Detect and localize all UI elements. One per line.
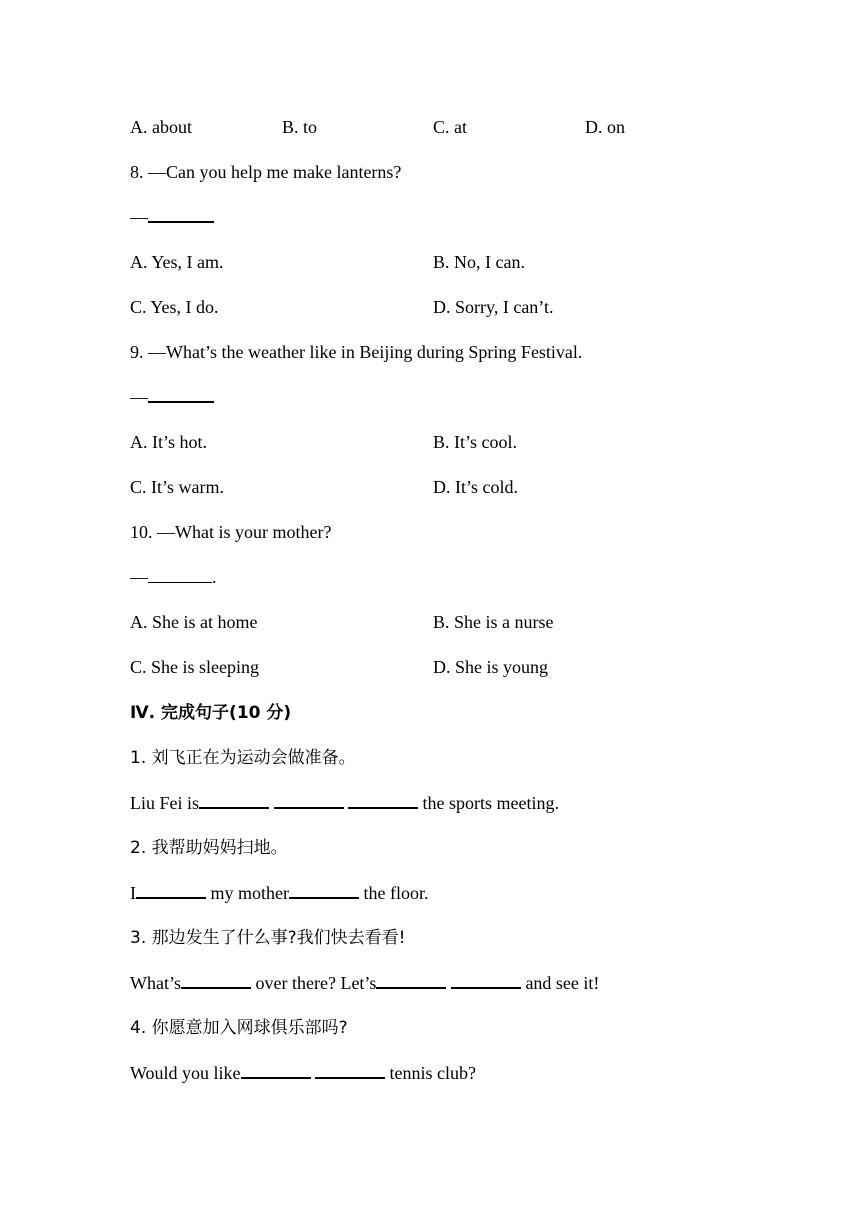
sentence-2-part-3: the floor. bbox=[359, 883, 429, 903]
sentence-1-blank-2 bbox=[274, 792, 344, 809]
sentence-3-blank-3 bbox=[451, 972, 521, 989]
q8-option-d: D. Sorry, I can’t. bbox=[433, 297, 554, 317]
sentence-1-blank-3 bbox=[348, 792, 418, 809]
q10-option-d: D. She is young bbox=[433, 657, 549, 677]
section-4-heading: Ⅳ. 完成句子(10 分) bbox=[130, 703, 292, 723]
q7-option-c: C. at bbox=[433, 117, 467, 137]
q10-dash: — bbox=[130, 567, 148, 587]
sentence-3-part-1: What’s bbox=[130, 973, 181, 993]
q9-option-d: D. It’s cold. bbox=[433, 477, 518, 497]
q10-question: 10. —What is your mother? bbox=[130, 522, 332, 542]
q7-option-a: A. about bbox=[130, 117, 192, 137]
sentence-2-blank-1 bbox=[136, 882, 206, 899]
sentence-4-blank-2 bbox=[315, 1062, 385, 1079]
sentence-2-chinese: 2. 我帮助妈妈扫地。 bbox=[130, 838, 288, 858]
sentence-4-part-1: Would you like bbox=[130, 1063, 241, 1083]
sentence-3-english bbox=[130, 972, 599, 994]
sentence-1-blank-1 bbox=[199, 792, 269, 809]
q9-blank bbox=[148, 386, 214, 403]
sentence-2-blank-2 bbox=[289, 882, 359, 899]
q9-option-c: C. It’s warm. bbox=[130, 477, 224, 497]
q8-question: 8. —Can you help me make lanterns? bbox=[130, 162, 402, 182]
sentence-4-part-2: tennis club? bbox=[385, 1063, 477, 1083]
q8-option-b: B. No, I can. bbox=[433, 252, 525, 272]
q10-option-b: B. She is a nurse bbox=[433, 612, 554, 632]
q10-answer-line bbox=[130, 566, 217, 588]
sentence-3-blank-1 bbox=[181, 972, 251, 989]
q8-option-c: C. Yes, I do. bbox=[130, 297, 219, 317]
sentence-3-chinese: 3. 那边发生了什么事?我们快去看看! bbox=[130, 928, 406, 948]
q7-option-d: D. on bbox=[585, 117, 625, 137]
sentence-1-part-2: the sports meeting. bbox=[418, 793, 559, 813]
sentence-1-chinese: 1. 刘飞正在为运动会做准备。 bbox=[130, 748, 356, 768]
q10-blank bbox=[148, 567, 212, 583]
sentence-2-part-2: my mother bbox=[206, 883, 289, 903]
sentence-3-blank-2 bbox=[376, 972, 446, 989]
sentence-2-part-1: I bbox=[130, 883, 136, 903]
sentence-4-chinese: 4. 你愿意加入网球俱乐部吗? bbox=[130, 1018, 348, 1038]
q9-answer-line bbox=[130, 386, 214, 408]
q9-dash: — bbox=[130, 387, 148, 407]
q10-period: . bbox=[212, 567, 217, 587]
sentence-1-english bbox=[130, 792, 559, 814]
q10-option-a: A. She is at home bbox=[130, 612, 258, 632]
q10-option-c: C. She is sleeping bbox=[130, 657, 259, 677]
sentence-4-blank-1 bbox=[241, 1062, 311, 1079]
q9-option-a: A. It’s hot. bbox=[130, 432, 208, 452]
sentence-2-english bbox=[130, 882, 429, 904]
q8-dash: — bbox=[130, 207, 148, 227]
sentence-3-part-3: and see it! bbox=[520, 973, 600, 993]
q8-answer-line bbox=[130, 206, 214, 228]
q8-blank bbox=[148, 206, 214, 223]
sentence-1-part-1: Liu Fei is bbox=[130, 793, 200, 813]
q8-option-a: A. Yes, I am. bbox=[130, 252, 224, 272]
q7-option-b: B. to bbox=[282, 117, 318, 137]
q9-option-b: B. It’s cool. bbox=[433, 432, 517, 452]
q9-question: 9. —What’s the weather like in Beijing during Spring Festival. bbox=[130, 342, 583, 362]
sentence-3-part-2: over there? Let’s bbox=[251, 973, 377, 993]
sentence-4-english bbox=[130, 1062, 476, 1084]
